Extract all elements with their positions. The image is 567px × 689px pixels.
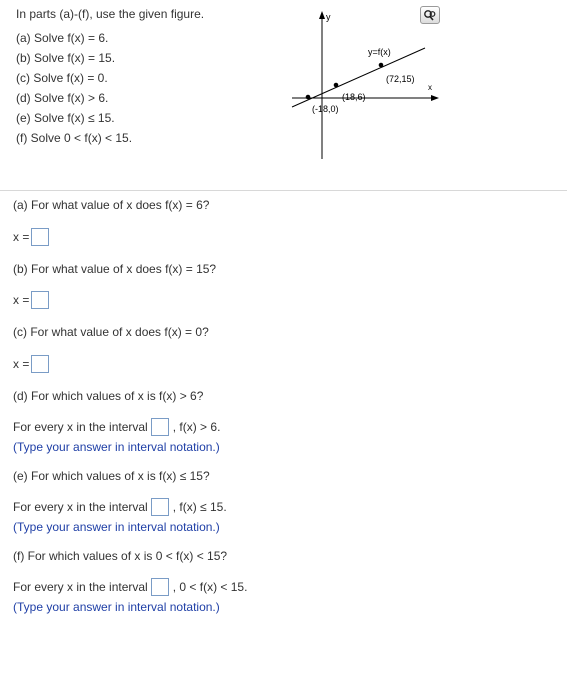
point-18-6	[334, 83, 339, 88]
point-label-72-15: (72,15)	[386, 74, 415, 84]
answer-f-input[interactable]	[151, 578, 169, 596]
intro-part-b: (b) Solve f(x) = 15.	[16, 51, 116, 65]
intro-part-c: (c) Solve f(x) = 0.	[16, 71, 108, 85]
answer-a-row	[13, 228, 49, 246]
answer-f-row	[13, 578, 247, 596]
point-72-15	[379, 63, 384, 68]
y-axis-arrow	[319, 11, 325, 19]
question-c-prompt: (c) For what value of x does f(x) = 0?	[13, 325, 209, 339]
answer-d-input[interactable]	[151, 418, 169, 436]
point-neg18-0	[306, 95, 311, 100]
point-label-neg18-0: (-18,0)	[312, 104, 339, 114]
answer-c-prefix: x =	[13, 357, 30, 371]
answer-d-suffix: , f(x) > 6.	[172, 420, 221, 434]
answer-e-hint: (Type your answer in interval notation.)	[13, 520, 220, 534]
answer-a-input[interactable]	[31, 228, 49, 246]
x-axis-arrow	[431, 95, 439, 101]
section-divider	[0, 190, 567, 191]
question-d-prompt: (d) For which values of x is f(x) > 6?	[13, 389, 204, 403]
figure-graph	[290, 4, 450, 164]
answer-d-hint: (Type your answer in interval notation.)	[13, 440, 220, 454]
question-a-prompt: (a) For what value of x does f(x) = 6?	[13, 198, 210, 212]
intro-title: In parts (a)-(f), use the given figure.	[16, 7, 205, 21]
answer-c-input[interactable]	[31, 355, 49, 373]
answer-b-row	[13, 291, 49, 309]
answer-e-prefix: For every x in the interval	[13, 500, 148, 514]
question-e-prompt: (e) For which values of x is f(x) ≤ 15?	[13, 469, 210, 483]
answer-f-hint: (Type your answer in interval notation.)	[13, 600, 220, 614]
magnify-icon	[423, 9, 437, 21]
y-axis-label: y	[326, 12, 331, 22]
intro-part-e: (e) Solve f(x) ≤ 15.	[16, 111, 115, 125]
intro-part-a: (a) Solve f(x) = 6.	[16, 31, 109, 45]
answer-d-row	[13, 418, 220, 436]
question-f-prompt: (f) For which values of x is 0 < f(x) < 15?	[13, 549, 228, 563]
answer-e-input[interactable]	[151, 498, 169, 516]
curve-label: y=f(x)	[368, 47, 391, 57]
answer-f-prefix: For every x in the interval	[13, 580, 148, 594]
intro-part-d: (d) Solve f(x) > 6.	[16, 91, 109, 105]
x-axis-label: x	[428, 83, 432, 92]
answer-f-suffix: , 0 < f(x) < 15.	[172, 580, 248, 594]
point-label-18-6: (18,6)	[342, 92, 366, 102]
answer-e-suffix: , f(x) ≤ 15.	[172, 500, 227, 514]
answer-b-prefix: x =	[13, 293, 30, 307]
answer-e-row	[13, 498, 227, 516]
answer-c-row	[13, 355, 49, 373]
magnify-button[interactable]	[420, 6, 440, 24]
answer-b-input[interactable]	[31, 291, 49, 309]
question-b-prompt: (b) For what value of x does f(x) = 15?	[13, 262, 217, 276]
answer-a-prefix: x =	[13, 230, 30, 244]
answer-d-prefix: For every x in the interval	[13, 420, 148, 434]
intro-part-f: (f) Solve 0 < f(x) < 15.	[16, 131, 133, 145]
